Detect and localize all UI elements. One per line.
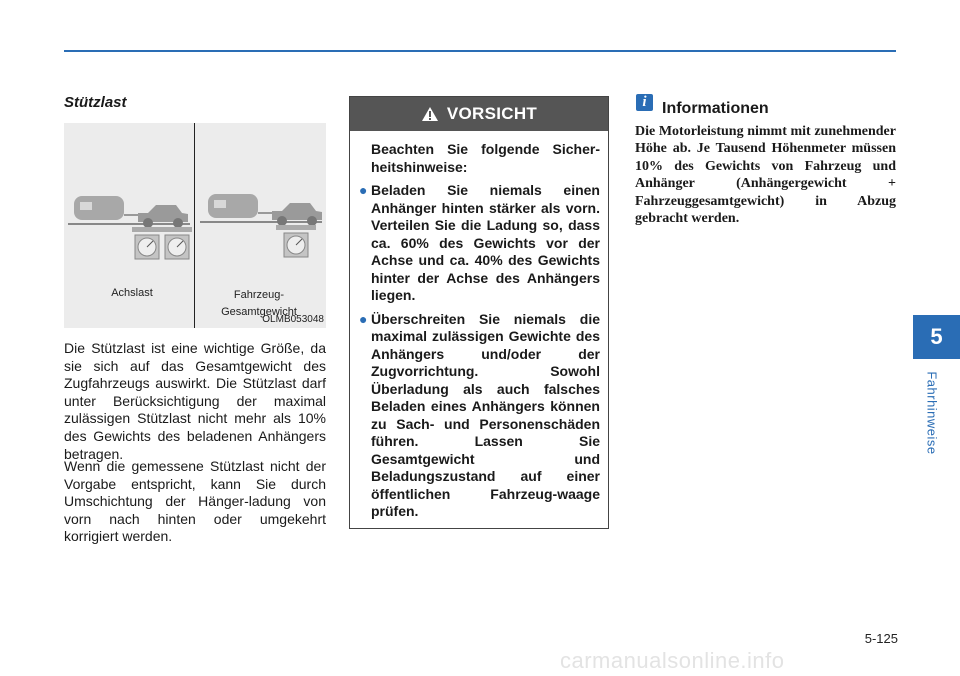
page-number: 5-125 (864, 631, 898, 646)
watermark: carmanualsonline.info (560, 648, 785, 673)
chapter-name (917, 368, 947, 458)
chapter-name-text: Fahrhinweise (924, 371, 940, 455)
chapter-tab: 5 (913, 315, 960, 359)
caution-body (350, 131, 608, 521)
gross-weight-illustration (200, 194, 322, 257)
bullet-icon: ● (359, 182, 368, 198)
caution-title: VORSICHT (446, 104, 538, 123)
caution-item (359, 310, 600, 521)
figure-divider (194, 123, 195, 328)
figure-code: OLMB053048 (262, 314, 324, 325)
info-title: Informationen (662, 100, 769, 117)
caution-item-text: Beladen Sie niemals einen Anhänger hinten stärker als vorn. Verteilen Sie die Ladung so, dass ca. 60% des Gewichts vor der Achse und ca. 40% des Gewichts hinter der Achse des Anhängers liegen. (371, 182, 600, 303)
section-heading: Stützlast (64, 94, 127, 111)
caution-item (359, 182, 600, 305)
caution-box (349, 96, 609, 529)
warning-triangle-icon (421, 106, 439, 122)
info-text: Die Motorleistung nimmt mit zunehmender Höhe ab. Je Tausend Höhenmeter müssen 10% des Gewichts von Fahrzeug und Anhänger (Anhängergewicht + Fahrzeuggesamtgewicht) in Abzug gebracht werden. (635, 124, 896, 227)
body-paragraph-2: Wenn die gemessene Stützlast nicht der Vorgabe entspricht, kann Sie durch Umschichtung der Hänger-ladung von vorn nach hinten oder umgekehrt korrigiert werden. (64, 458, 326, 545)
caution-header (350, 97, 608, 131)
body-paragraph-1: Die Stützlast ist eine wichtige Größe, da sie sich auf das Gesamtgewicht des Zugfahrzeugs auswirkt. Die Stützlast darf unter Berücksichtigung der maximal zulässigen Stützlast nicht mehr als 10% des Gewichts des beladenen Anhängers betragen. (64, 340, 326, 462)
info-icon: i (636, 94, 653, 111)
tongue-weight-figure (64, 123, 326, 328)
caution-intro: Beachten Sie folgende Sicher-heitshinweise: (371, 141, 600, 175)
figure-label-gross-weight: Fahrzeug- Gesamtgewicht (221, 289, 297, 318)
caution-item-text: Überschreiten Sie niemals die maximal zulässigen Gewichte des Anhängers und/oder der Zugvorrichtung. Sowohl Überladung als auch falsches Beladen eines Anhängers können zu Sach- und Personenschäden führen. Lassen Sie Gesamtgewicht und Beladungszustand auf einer öffentlichen Fahrzeug-waage prüfen. (371, 310, 600, 519)
top-rule (64, 50, 896, 52)
caution-list (359, 182, 600, 521)
axle-load-illustration (68, 196, 192, 259)
figure-label-axle-load: Achslast (111, 287, 153, 299)
bullet-icon: ● (359, 310, 368, 327)
